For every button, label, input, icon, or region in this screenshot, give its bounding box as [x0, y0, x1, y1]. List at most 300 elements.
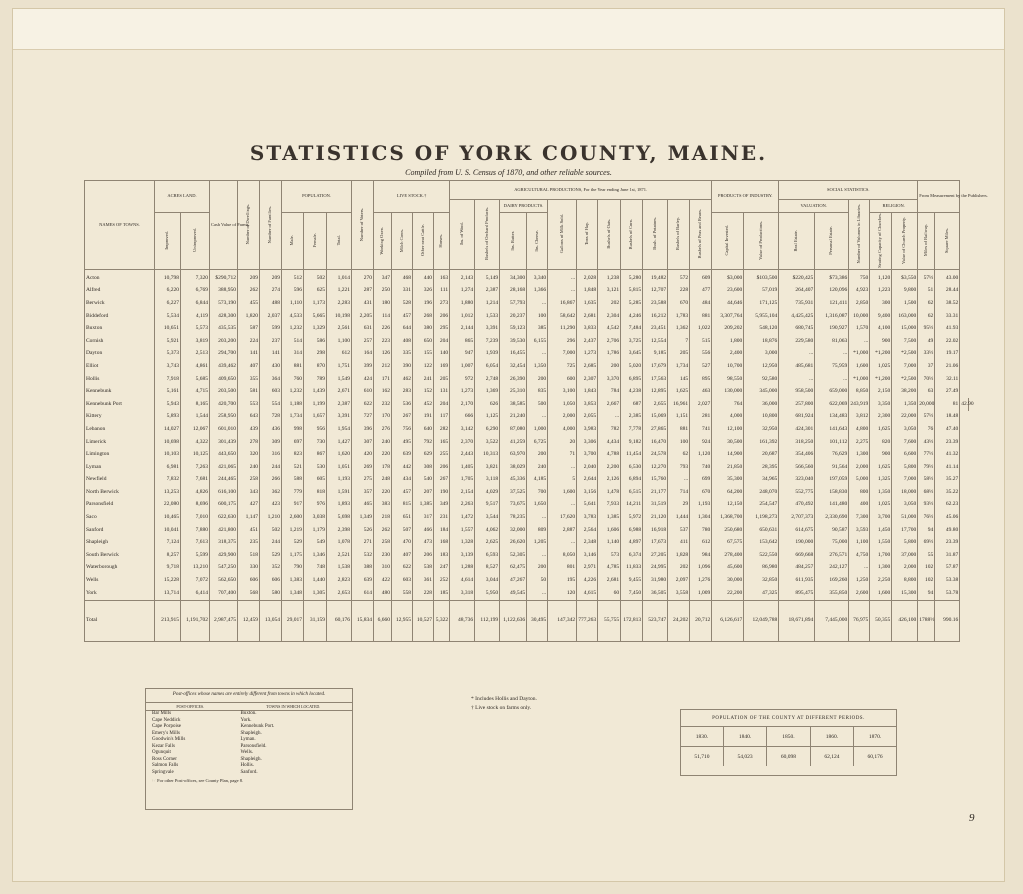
- table-cell: 309: [260, 436, 282, 449]
- post-office-name: Salmon Falls: [152, 763, 179, 769]
- table-cell: 330: [238, 562, 260, 575]
- table-cell: 2,443: [450, 449, 475, 462]
- table-cell: 1,000: [527, 423, 548, 436]
- table-cell: 77½: [918, 449, 935, 462]
- footnotes: [471, 695, 537, 714]
- table-cell: 3,306: [577, 436, 598, 449]
- table-cell: 90,587: [815, 524, 849, 537]
- table-row: [85, 398, 969, 411]
- table-cell: 15,000: [892, 323, 918, 336]
- table-cell: 180: [374, 297, 392, 310]
- table-cell: 605: [304, 474, 327, 487]
- table-cell: 1,193: [327, 474, 352, 487]
- table-cell: 1,751: [327, 360, 352, 373]
- table-cell: 707,400: [210, 587, 238, 600]
- table-cell: 606: [260, 575, 282, 588]
- total-cell: 523,747: [643, 600, 668, 641]
- table-cell: 3,544: [475, 512, 500, 525]
- table-cell: 2,370: [450, 436, 475, 449]
- table-cell: 924: [690, 436, 712, 449]
- table-cell: 23.39: [935, 436, 960, 449]
- table-cell: 468: [392, 270, 413, 285]
- table-cell: 58,642: [548, 310, 577, 323]
- total-cell: 29,017: [282, 600, 304, 641]
- period-population: 60,098: [767, 747, 810, 767]
- period-year: 1870.: [854, 727, 896, 747]
- table-cell: 2,671: [327, 386, 352, 399]
- table-cell: 573,190: [210, 297, 238, 310]
- table-cell: 760: [282, 373, 304, 386]
- total-cell: 172,813: [621, 600, 643, 641]
- table-cell: 41.14: [935, 461, 960, 474]
- total-label: Total: [85, 600, 155, 641]
- table-cell: 1,427: [327, 436, 352, 449]
- town-name: South Berwick: [85, 549, 155, 562]
- table-cell: ...: [815, 348, 849, 361]
- total-cell: 12,955: [392, 600, 413, 641]
- period-year: 1850.: [767, 727, 810, 747]
- period-year: 1830.: [681, 727, 723, 747]
- table-cell: 528: [392, 297, 413, 310]
- table-cell: *1,000: [849, 373, 870, 386]
- statistics-table: [84, 180, 988, 642]
- table-cell: 140: [434, 348, 450, 361]
- town-name: Hollis: [85, 373, 155, 386]
- table-cell: 223: [374, 335, 392, 348]
- table-cell: 681,924: [779, 411, 815, 424]
- table-row: [85, 335, 969, 348]
- table-cell: 1,472: [450, 512, 475, 525]
- table-cell: 1,954: [327, 423, 352, 436]
- header-improved: Improved.: [155, 213, 181, 270]
- town-name: York: [85, 587, 155, 600]
- town-name: Acton: [85, 270, 155, 285]
- table-cell: 1,100: [327, 335, 352, 348]
- table-cell: 1,151: [668, 411, 690, 424]
- table-cell: $103,500: [744, 270, 779, 285]
- table-cell: 276: [374, 423, 392, 436]
- table-cell: 318,250: [779, 436, 815, 449]
- table-cell: 4,425,425: [779, 310, 815, 323]
- post-offices-caption: Post-offices whose names are entirely different from towns in which located.: [172, 692, 326, 697]
- table-cell: 153,642: [744, 537, 779, 550]
- table-cell: 1,734: [282, 411, 304, 424]
- total-cell: 6,660: [374, 600, 392, 641]
- table-cell: 101,112: [815, 436, 849, 449]
- table-row: [85, 549, 969, 562]
- table-cell: 92,580: [744, 373, 779, 386]
- table-cell: 269: [352, 461, 374, 474]
- table-cell: 1,193: [690, 499, 712, 512]
- town-name: Lebanon: [85, 423, 155, 436]
- table-cell: 242,127: [815, 562, 849, 575]
- table-cell: 28.44: [935, 285, 960, 298]
- table-cell: 39,530: [500, 335, 527, 348]
- table-cell: 209: [238, 270, 260, 285]
- table-cell: 165: [434, 436, 450, 449]
- table-cell: 331: [392, 285, 413, 298]
- town-rows: [85, 270, 974, 600]
- table-cell: 68½: [918, 486, 935, 499]
- table-cell: 18,876: [744, 335, 779, 348]
- table-cell: 1,025: [870, 360, 892, 373]
- table-cell: 6,894: [621, 474, 643, 487]
- table-cell: 24,578: [643, 449, 668, 462]
- table-cell: 268: [413, 310, 434, 323]
- table-cell: 69½: [918, 537, 935, 550]
- table-cell: 2,283: [327, 297, 352, 310]
- table-cell: 1,007: [450, 360, 475, 373]
- table-cell: 241: [413, 373, 434, 386]
- table-cell: 553: [238, 398, 260, 411]
- table-cell: 21,120: [643, 512, 668, 525]
- table-cell: 2,644: [577, 474, 598, 487]
- header-acres-land: ACRES LAND.: [155, 181, 210, 213]
- table-cell: 485,681: [779, 360, 815, 373]
- table-cell: 626: [475, 398, 500, 411]
- table-cell: 3,050: [892, 423, 918, 436]
- table-cell: 53.78: [935, 587, 960, 600]
- table-cell: 867: [304, 449, 327, 462]
- table-cell: 6,290: [475, 423, 500, 436]
- table-cell: 1,300: [849, 449, 870, 462]
- table-cell: 20,687: [744, 449, 779, 462]
- table-cell: 14,211: [621, 499, 643, 512]
- table-cell: 23.39: [935, 537, 960, 550]
- total-row: [85, 600, 969, 641]
- table-cell: 588: [282, 474, 304, 487]
- total-cell: 30,495: [527, 600, 548, 641]
- table-cell: 400: [849, 499, 870, 512]
- table-cell: 1,533: [475, 310, 500, 323]
- table-cell: 75,000: [815, 537, 849, 550]
- table-cell: 4,785: [598, 562, 621, 575]
- header-industry: PRODUCTS OF INDUSTRY.: [712, 181, 779, 213]
- town-name: Limington: [85, 449, 155, 462]
- total-cell: 31,159: [304, 600, 327, 641]
- table-cell: 15,300: [892, 587, 918, 600]
- table-cell: 581: [238, 386, 260, 399]
- table-cell: 427: [238, 499, 260, 512]
- header-total: Total.: [327, 213, 352, 270]
- header-railway: Miles of Railway.: [918, 213, 935, 270]
- table-cell: 835: [527, 386, 548, 399]
- table-cell: 1,288: [450, 562, 475, 575]
- table-cell: 4,000: [712, 411, 744, 424]
- table-cell: 21,240: [500, 411, 527, 424]
- table-cell: 1,625: [870, 461, 892, 474]
- table-cell: 4,615: [577, 587, 598, 600]
- table-cell: 169: [434, 360, 450, 373]
- table-cell: 9,800: [892, 285, 918, 298]
- table-cell: 29: [668, 499, 690, 512]
- table-cell: 10,800: [744, 411, 779, 424]
- table-cell: 1,625: [668, 386, 690, 399]
- table-cell: 102: [918, 562, 935, 575]
- table-cell: 1,549: [327, 373, 352, 386]
- table-row: [85, 423, 969, 436]
- table-cell: 262: [374, 524, 392, 537]
- table-cell: 270: [352, 270, 374, 285]
- table-cell: 2,028: [577, 270, 598, 285]
- table-cell: 643: [238, 411, 260, 424]
- table-cell: 8,800: [892, 575, 918, 588]
- table-row: [85, 537, 969, 550]
- table-cell: 76: [918, 423, 935, 436]
- table-cell: ...: [548, 499, 577, 512]
- table-cell: 521: [282, 461, 304, 474]
- table-cell: 4,246: [621, 310, 643, 323]
- table-cell: $290,712: [210, 270, 238, 285]
- table-cell: 45,336: [500, 474, 527, 487]
- table-cell: 1,635: [577, 297, 598, 310]
- table-cell: 141,480: [815, 499, 849, 512]
- table-cell: 622,630: [210, 512, 238, 525]
- table-cell: 554: [260, 398, 282, 411]
- table-cell: 12,270: [643, 461, 668, 474]
- table-cell: 282: [434, 423, 450, 436]
- table-cell: 1,078: [327, 537, 352, 550]
- header-female: Female.: [304, 213, 327, 270]
- table-cell: 477: [690, 285, 712, 298]
- table-cell: 1,620: [327, 449, 352, 462]
- table-cell: 62: [918, 297, 935, 310]
- table-cell: 610: [352, 386, 374, 399]
- table-cell: 526: [352, 524, 374, 537]
- table-cell: 1,444: [668, 512, 690, 525]
- table-cell: 5,573: [181, 323, 210, 336]
- table-cell: 347: [374, 270, 392, 285]
- table-cell: 622: [392, 562, 413, 575]
- table-cell: 612: [690, 537, 712, 550]
- town-name: Cornish: [85, 335, 155, 348]
- table-cell: 155: [413, 348, 434, 361]
- table-cell: 515: [690, 335, 712, 348]
- table-cell: 881: [282, 360, 304, 373]
- population-periods-title: POPULATION OF THE COUNTY AT DIFFERENT PERIODS.: [681, 710, 896, 727]
- table-row: [85, 285, 969, 298]
- table-cell: 71: [548, 449, 577, 462]
- table-cell: 5,950: [475, 587, 500, 600]
- table-cell: 196: [413, 297, 434, 310]
- table-cell: 388: [352, 562, 374, 575]
- table-cell: 16,212: [643, 310, 668, 323]
- table-cell: 57,793: [500, 297, 527, 310]
- table-cell: 35,300: [712, 474, 744, 487]
- table-cell: 273: [434, 297, 450, 310]
- table-cell: 10,103: [155, 449, 181, 462]
- period-population: 62,124: [810, 747, 853, 767]
- table-cell: 102: [918, 575, 935, 588]
- table-row: [85, 575, 969, 588]
- table-cell: 25,310: [500, 386, 527, 399]
- table-cell: 1,120: [690, 449, 712, 462]
- table-cell: 26,620: [500, 537, 527, 550]
- table-cell: 1,304: [690, 512, 712, 525]
- table-cell: 100: [668, 436, 690, 449]
- table-cell: 3,100: [548, 386, 577, 399]
- table-cell: 1,478: [598, 486, 621, 499]
- table-cell: 7,613: [181, 537, 210, 550]
- table-cell: 3,307,764: [712, 310, 744, 323]
- table-cell: 6,981: [155, 461, 181, 474]
- table-cell: 95½: [918, 323, 935, 336]
- table-cell: 2,655: [643, 398, 668, 411]
- table-cell: 650,631: [744, 524, 779, 537]
- table-cell: 629: [413, 449, 434, 462]
- table-cell: 10,700: [712, 360, 744, 373]
- table-cell: 2,685: [577, 360, 598, 373]
- table-cell: 49: [918, 335, 935, 348]
- table-cell: 20,237: [500, 310, 527, 323]
- table-cell: 659,000: [815, 386, 849, 399]
- table-cell: 3,156: [577, 486, 598, 499]
- table-cell: 1,350: [527, 360, 548, 373]
- town-name: Alfred: [85, 285, 155, 298]
- town-name: Elliot: [85, 360, 155, 373]
- table-cell: 815: [392, 499, 413, 512]
- table-cell: 1,305: [304, 587, 327, 600]
- town-located: Buxton.: [240, 711, 257, 717]
- table-cell: 512: [282, 270, 304, 285]
- table-cell: 45.06: [935, 512, 960, 525]
- table-cell: 547,250: [210, 562, 238, 575]
- table-cell: 220: [374, 449, 392, 462]
- table-cell: 2,170: [450, 398, 475, 411]
- table-cell: 538: [413, 562, 434, 575]
- town-located: York.: [240, 717, 252, 723]
- table-cell: 70½: [918, 373, 935, 386]
- table-cell: ...: [527, 297, 548, 310]
- table-cell: 442: [392, 461, 413, 474]
- table-cell: 122: [413, 360, 434, 373]
- table-cell: 18,000: [892, 486, 918, 499]
- table-cell: 439: [238, 423, 260, 436]
- table-cell: 287: [352, 285, 374, 298]
- table-cell: 782: [598, 423, 621, 436]
- header-hay: Tons of Hay.: [577, 200, 598, 270]
- table-cell: 4,826: [181, 486, 210, 499]
- table-cell: 6,600: [892, 449, 918, 462]
- table-cell: 10,125: [181, 449, 210, 462]
- table-cell: 21,177: [643, 486, 668, 499]
- table-cell: 91,564: [815, 461, 849, 474]
- post-office-name: Ogunquit: [152, 750, 171, 756]
- table-cell: 3,593: [849, 524, 870, 537]
- table-cell: 86,980: [744, 562, 779, 575]
- table-cell: 1,012: [450, 310, 475, 323]
- table-cell: 2,653: [327, 587, 352, 600]
- table-cell: 2,667: [598, 398, 621, 411]
- table-cell: 3,812: [849, 411, 870, 424]
- table-cell: 16,470: [643, 436, 668, 449]
- table-cell: 43.00: [935, 270, 960, 285]
- period-year: 1840.: [723, 727, 766, 747]
- table-cell: 549: [304, 537, 327, 550]
- table-cell: 422: [374, 575, 392, 588]
- table-cell: 4,029: [475, 486, 500, 499]
- table-cell: 63,970: [500, 449, 527, 462]
- table-cell: 6,227: [155, 297, 181, 310]
- table-cell: 1,214: [475, 297, 500, 310]
- table-cell: 209: [260, 270, 282, 285]
- table-cell: 278,400: [712, 549, 744, 562]
- table-cell: 5,285: [621, 297, 643, 310]
- table-cell: 730: [304, 436, 327, 449]
- table-cell: 60: [598, 587, 621, 600]
- table-cell: 4,542: [598, 323, 621, 336]
- table-cell: 900: [870, 335, 892, 348]
- table-cell: 1,300: [870, 562, 892, 575]
- table-cell: 62.23: [935, 499, 960, 512]
- table-cell: 38.52: [935, 297, 960, 310]
- table-cell: 5,698: [327, 512, 352, 525]
- period-population: 60,176: [854, 747, 896, 767]
- table-cell: 573: [598, 549, 621, 562]
- table-cell: 3,700: [870, 512, 892, 525]
- table-cell: 3,139: [450, 549, 475, 562]
- table-cell: 32.11: [935, 373, 960, 386]
- table-cell: 1,238: [598, 270, 621, 285]
- town-located: Sanford.: [240, 769, 258, 775]
- table-cell: 6,530: [621, 461, 643, 474]
- table-cell: 430: [260, 360, 282, 373]
- table-cell: 1,205: [527, 537, 548, 550]
- table-cell: 1,022: [690, 323, 712, 336]
- header-peas: Bushels of Peas and Beans.: [690, 200, 712, 270]
- table-cell: 257,800: [779, 398, 815, 411]
- table-cell: 10,000: [849, 310, 870, 323]
- table-cell: 283: [392, 386, 413, 399]
- table-cell: 79½: [918, 461, 935, 474]
- table-cell: 727: [352, 411, 374, 424]
- table-cell: 1,198,273: [744, 512, 779, 525]
- table-cell: 1,221: [327, 285, 352, 298]
- table-cell: 320: [238, 449, 260, 462]
- footnote: * Includes Hollis and Dayton.: [471, 696, 537, 702]
- table-cell: 881: [690, 310, 712, 323]
- table-cell: 484,257: [779, 562, 815, 575]
- total-cell: 55,755: [598, 600, 621, 641]
- table-cell: 50: [527, 575, 548, 588]
- table-cell: 300: [870, 297, 892, 310]
- page-title: STATISTICS OF YORK COUNTY, MAINE.: [249, 141, 768, 165]
- table-cell: 411: [668, 537, 690, 550]
- post-offices-col-header: POST-OFFICES.: [146, 702, 235, 710]
- table-cell: 2,513: [181, 348, 210, 361]
- table-cell: 240: [238, 461, 260, 474]
- table-cell: 390: [392, 360, 413, 373]
- header-agricultural: AGRICULTURAL PRODUCTIONS, For the Year ending June 1st, 1871.: [450, 181, 712, 200]
- table-cell: 455: [238, 297, 260, 310]
- table-cell: 2,154: [450, 486, 475, 499]
- table-cell: 4,788: [598, 449, 621, 462]
- table-cell: 500: [527, 398, 548, 411]
- table-cell: 2,600: [849, 587, 870, 600]
- table-cell: 38,585: [500, 398, 527, 411]
- table-cell: 228: [668, 285, 690, 298]
- table-cell: 22,200: [712, 587, 744, 600]
- table-cell: 793: [668, 461, 690, 474]
- table-cell: 2,037: [260, 310, 282, 323]
- table-cell: 226: [374, 323, 392, 336]
- table-row: [85, 297, 969, 310]
- table-cell: 250,680: [712, 524, 744, 537]
- table-cell: 111: [434, 285, 450, 298]
- table-cell: 7,681: [181, 474, 210, 487]
- table-cell: 9,182: [621, 436, 643, 449]
- town-name: Buxton: [85, 323, 155, 336]
